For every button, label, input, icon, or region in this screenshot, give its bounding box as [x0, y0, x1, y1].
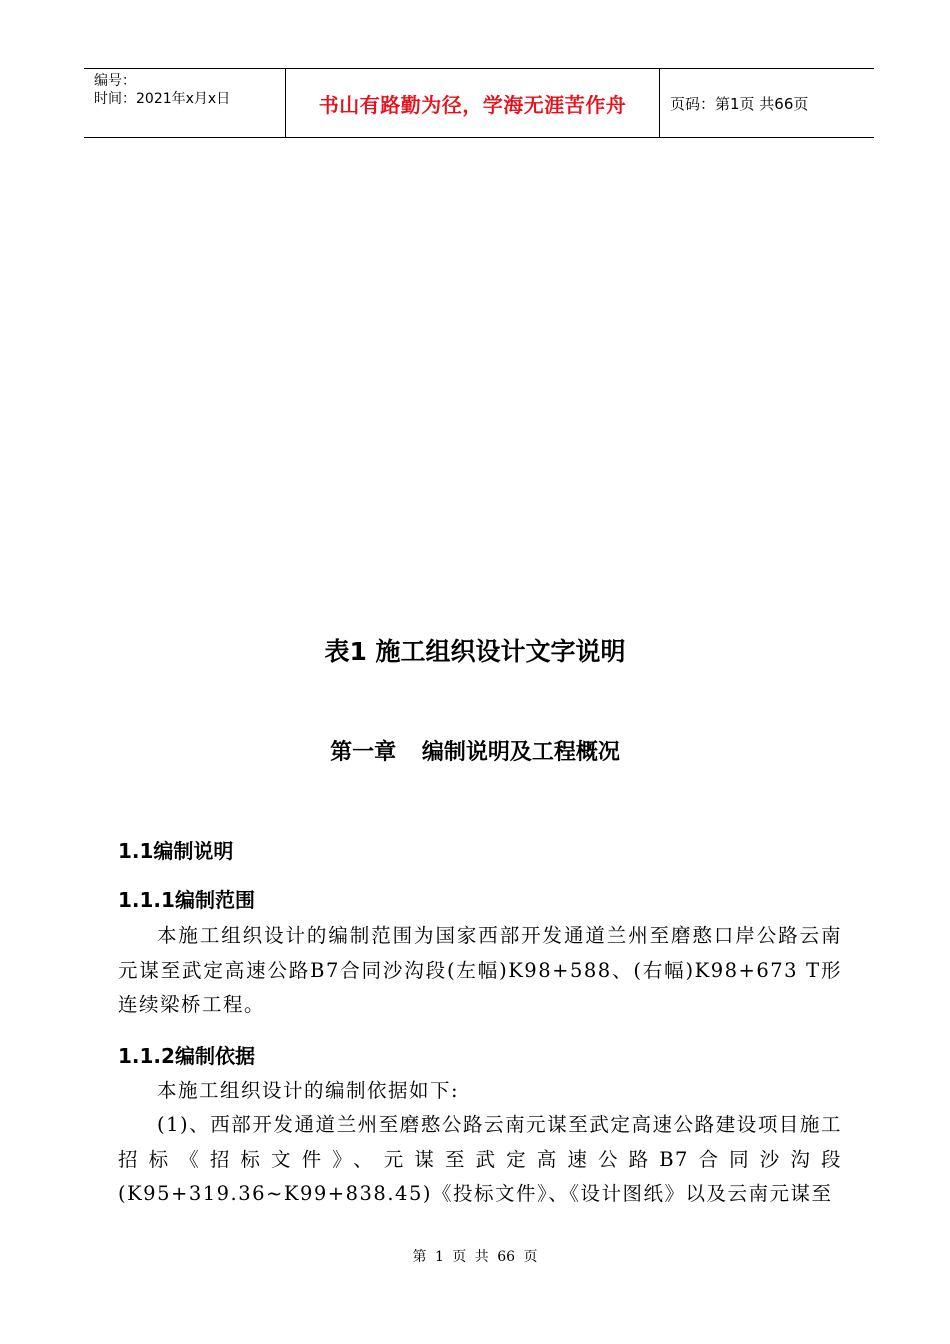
header-motto-cell — [286, 69, 660, 137]
document-time-label: 时间：2021年x月x日 — [94, 91, 231, 107]
scope-paragraph: 本施工组织设计的编制范围为国家西部开发通道兰州至磨憨口岸公路云南元谋至武定高速公路B7合同沙沟段(左幅)K98+588、(右幅)K98+673 T形连续梁桥工程。 — [118, 924, 842, 1016]
page-footer: 第 1 页 共 66 页 — [412, 1249, 538, 1265]
page-header — [84, 68, 874, 138]
section-heading-1-1-2: 1.1.2编制依据 — [118, 1044, 255, 1068]
document-number-label: 编号： — [94, 73, 136, 89]
basis-item-paragraph: (1)、西部开发通道兰州至磨憨公路云南元谋至武定高速公路建设项目施工招标《招标文件》、元谋至武定高速公路B7合同沙沟段(K95+319.36~K99+838.45)《投标文件》、《设计图纸》以及云南元谋至 — [118, 1113, 842, 1205]
header-page-cell — [660, 69, 874, 137]
section-heading-1-1: 1.1编制说明 — [118, 839, 234, 863]
header-meta-cell — [84, 69, 286, 137]
table-title: 表1 施工组织设计文字说明 — [324, 637, 626, 666]
basis-intro-paragraph: 本施工组织设计的编制依据如下: — [157, 1079, 460, 1102]
chapter-title: 第一章 编制说明及工程概况 — [330, 740, 620, 765]
header-page-label: 页码：第1页 共66页 — [670, 94, 809, 113]
section-heading-1-1-1: 1.1.1编制范围 — [118, 888, 255, 912]
header-motto: 书山有路勤为径，学海无涯苦作舟 — [318, 92, 627, 117]
